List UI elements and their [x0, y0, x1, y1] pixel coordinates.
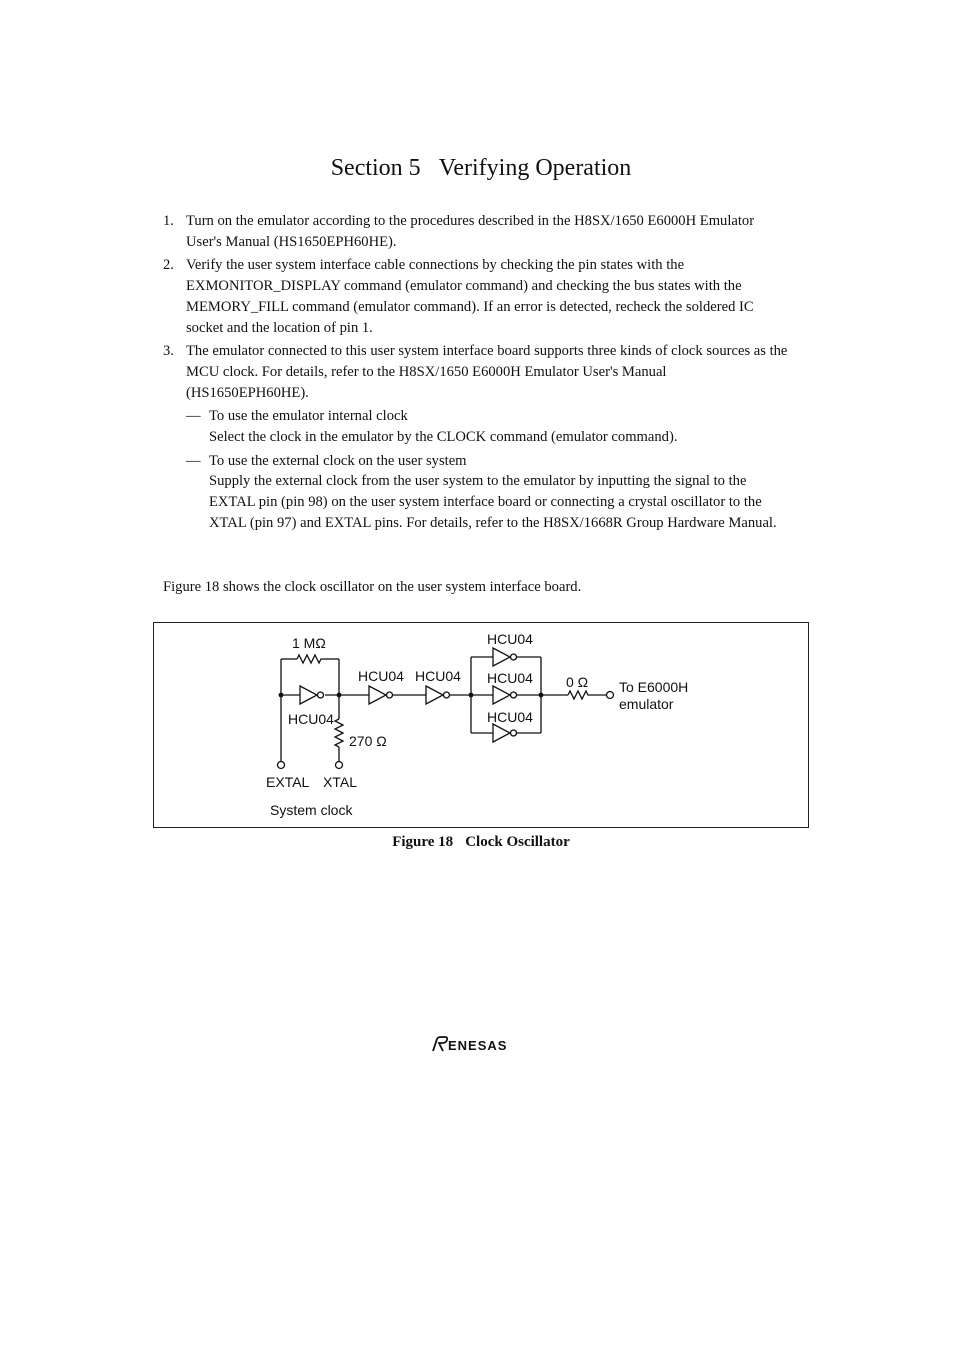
- resistor-270ohm: [335, 719, 343, 747]
- resistor-0ohm: [568, 691, 590, 699]
- clock-option: [186, 406, 788, 447]
- clock-option-heading: To use the external clock on the user system: [209, 452, 467, 469]
- terminal-extal: [278, 762, 285, 769]
- label-system-clock: System clock: [270, 802, 353, 818]
- clock-option-heading: To use the emulator internal clock: [209, 408, 408, 425]
- section-number: Section 5: [330, 155, 421, 181]
- step-text: Turn on the emulator according to the procedures described in the H8SX/1650 E6000H Emulator User's Manual (HS1650EPH60HE).: [186, 213, 755, 250]
- label-inv-bottom: HCU04: [487, 709, 533, 725]
- circuit-diagram: [154, 623, 808, 827]
- label-r-series: 270 Ω: [349, 733, 387, 749]
- inverter-bottom: [493, 724, 517, 742]
- inverter-feedback: [300, 686, 324, 704]
- inverter-buffer-1: [369, 686, 393, 704]
- label-inv-3: HCU04: [415, 668, 461, 684]
- label-extal: EXTAL: [266, 774, 310, 790]
- clock-oscillator-figure: [153, 622, 809, 828]
- label-xtal: XTAL: [323, 774, 357, 790]
- figure-title: Clock Oscillator: [465, 834, 570, 850]
- step-number: 2.: [163, 257, 174, 274]
- dash-bullet: —: [186, 408, 201, 425]
- step-text: Verify the user system interface cable connections by checking the pin states with the EXMONITOR_DISPLAY command (emulator command) and checking the bus states with the MEMORY_FILL command (emulator command). If an error is detected, recheck the soldered IC socket and the location of pin 1.: [186, 257, 754, 336]
- label-r-feedback: 1 MΩ: [292, 635, 326, 651]
- inverter-middle: [493, 686, 517, 704]
- inverter-top: [493, 648, 517, 666]
- inverter-buffer-2: [426, 686, 450, 704]
- step-text: The emulator connected to this user system interface board supports three kinds of clock sources as the MCU clock. For details, refer to the H8SX/1650 E6000H Emulator User's Manual (HS1650EPH60HE).: [186, 343, 788, 401]
- section-title: [0, 155, 954, 182]
- label-r-out: 0 Ω: [566, 674, 589, 690]
- logo-text: ENESAS: [448, 1038, 508, 1052]
- terminal-output: [607, 692, 614, 699]
- terminal-xtal: [336, 762, 343, 769]
- step-number: 3.: [163, 343, 174, 360]
- step-item: [163, 211, 788, 252]
- label-destination: To E6000H: [619, 679, 689, 695]
- label-destination-2: emulator: [619, 696, 674, 712]
- label-inv-feedback: HCU04: [288, 711, 334, 727]
- logo-mark: [431, 1036, 531, 1052]
- clock-option-text: Select the clock in the emulator by the CLOCK command (emulator command).: [209, 429, 678, 446]
- figure-caption: [0, 834, 954, 851]
- label-inv-top: HCU04: [487, 631, 533, 647]
- dash-bullet: —: [186, 452, 201, 469]
- figure-intro: Figure 18 shows the clock oscillator on the user system interface board.: [163, 579, 582, 595]
- section-heading: Verifying Operation: [438, 155, 632, 181]
- step-item: [163, 341, 788, 533]
- step-number: 1.: [163, 213, 174, 229]
- label-inv-2: HCU04: [358, 668, 404, 684]
- label-inv-middle: HCU04: [487, 670, 533, 686]
- clock-option-text: Supply the external clock from the user system to the emulator by inputting the signal to the EXTAL pin (pin 98) on the user system interface board or connecting a crystal oscillator to the XTAL (pin 97) and EXTAL pins. For details, refer to the H8SX/1668R Group Hardware Manual.: [209, 473, 777, 531]
- figure-number: Figure 18: [392, 834, 454, 850]
- clock-option: [186, 451, 788, 534]
- resistor-1mohm: [297, 655, 323, 663]
- step-item: [163, 255, 788, 338]
- renesas-logo: [0, 1036, 954, 1057]
- steps-list: [163, 211, 788, 537]
